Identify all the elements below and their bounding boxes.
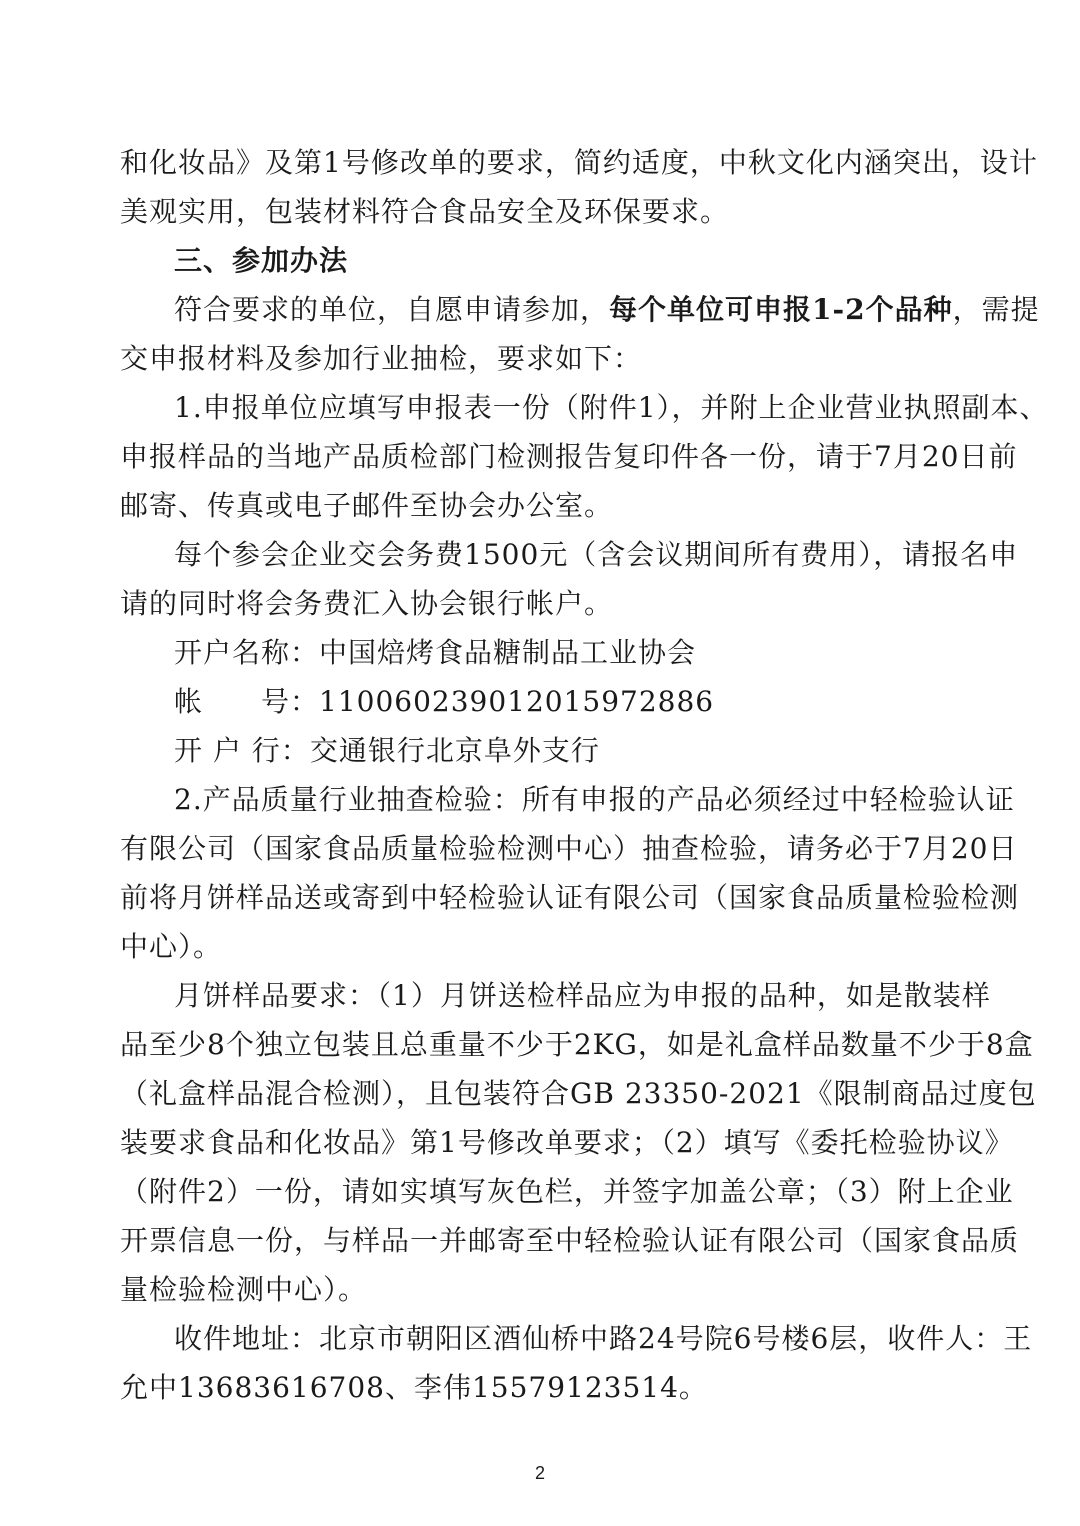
paragraph-line: 申报样品的当地产品质检部门检测报告复印件各一份，请于7月20日前: [120, 440, 1018, 473]
paragraph-line: 前将月饼样品送或寄到中轻检验认证有限公司（国家食品质量检验检测: [120, 881, 1020, 914]
paragraph-line: 美观实用，包装材料符合食品安全及环保要求。: [120, 195, 730, 228]
account-name-row: [174, 636, 696, 670]
paragraph-line: 交申报材料及参加行业抽检，要求如下：: [120, 342, 643, 375]
bank-row: [174, 734, 600, 768]
account-number-row: [174, 685, 714, 719]
paragraph-line: （礼盒样品混合检测），且包装符合GB 23350-2021《限制商品过度包: [120, 1077, 1037, 1110]
paragraph-line: 2.产品质量行业抽查检验：所有申报的产品必须经过中轻检验认证: [174, 783, 1015, 816]
paragraph-text: 符合要求的单位，自愿申请参加，: [174, 293, 610, 326]
paragraph-line: 品至少8个独立包装且总重量不少于2KG，如是礼盒样品数量不少于8盒: [120, 1028, 1034, 1061]
paragraph-line: （附件2）一份，请如实填写灰色栏，并签字加盖公章；（3）附上企业: [120, 1175, 1014, 1208]
paragraph-line: 量检验检测中心）。: [120, 1273, 368, 1306]
bank-label: 开 户 行：: [174, 734, 310, 767]
paragraph-line: 1.申报单位应填写申报表一份（附件1），并附上企业营业执照副本、: [174, 391, 1049, 424]
account-name-label: 开户名称：: [174, 636, 320, 669]
paragraph-line: 有限公司（国家食品质量检验检测中心）抽查检验，请务必于7月20日: [120, 832, 1018, 865]
paragraph-line: [174, 293, 1040, 327]
paragraph-line: 和化妆品》及第1号修改单的要求，简约适度，中秋文化内涵突出，设计: [120, 146, 1038, 179]
account-name-value: 中国焙烤食品糖制品工业协会: [319, 636, 697, 669]
paragraph-line: 装要求食品和化妆品》第1号修改单要求；（2）填写《委托检验协议》: [120, 1126, 1014, 1159]
paragraph-line: 每个参会企业交会务费1500元（含会议期间所有费用），请报名申: [174, 538, 1019, 571]
account-number-label: 帐 号：: [174, 685, 320, 718]
paragraph-line: 请的同时将会务费汇入协会银行帐户。: [120, 587, 614, 620]
paragraph-line: 收件地址：北京市朝阳区酒仙桥中路24号院6号楼6层，收件人：王: [174, 1322, 1033, 1355]
bank-value: 交通银行北京阜外支行: [309, 734, 600, 767]
paragraph-line: 开票信息一份，与样品一并邮寄至中轻检验认证有限公司（国家食品质: [120, 1224, 1020, 1257]
account-number-value: 110060239012015972886: [319, 685, 715, 718]
paragraph-line: 中心）。: [120, 930, 223, 963]
paragraph-line: 邮寄、传真或电子邮件至协会办公室。: [120, 489, 614, 522]
paragraph-line: 允中13683616708、李伟15579123514。: [120, 1371, 708, 1404]
section-heading: 三、参加办法: [174, 244, 349, 277]
emphasis-text: 每个单位可申报1-2个品种: [609, 293, 953, 326]
paragraph-text: ，需提: [952, 293, 1040, 326]
page-number: 2: [534, 1463, 545, 1483]
paragraph-line: 月饼样品要求：（1）月饼送检样品应为申报的品种，如是散装样: [174, 979, 991, 1012]
